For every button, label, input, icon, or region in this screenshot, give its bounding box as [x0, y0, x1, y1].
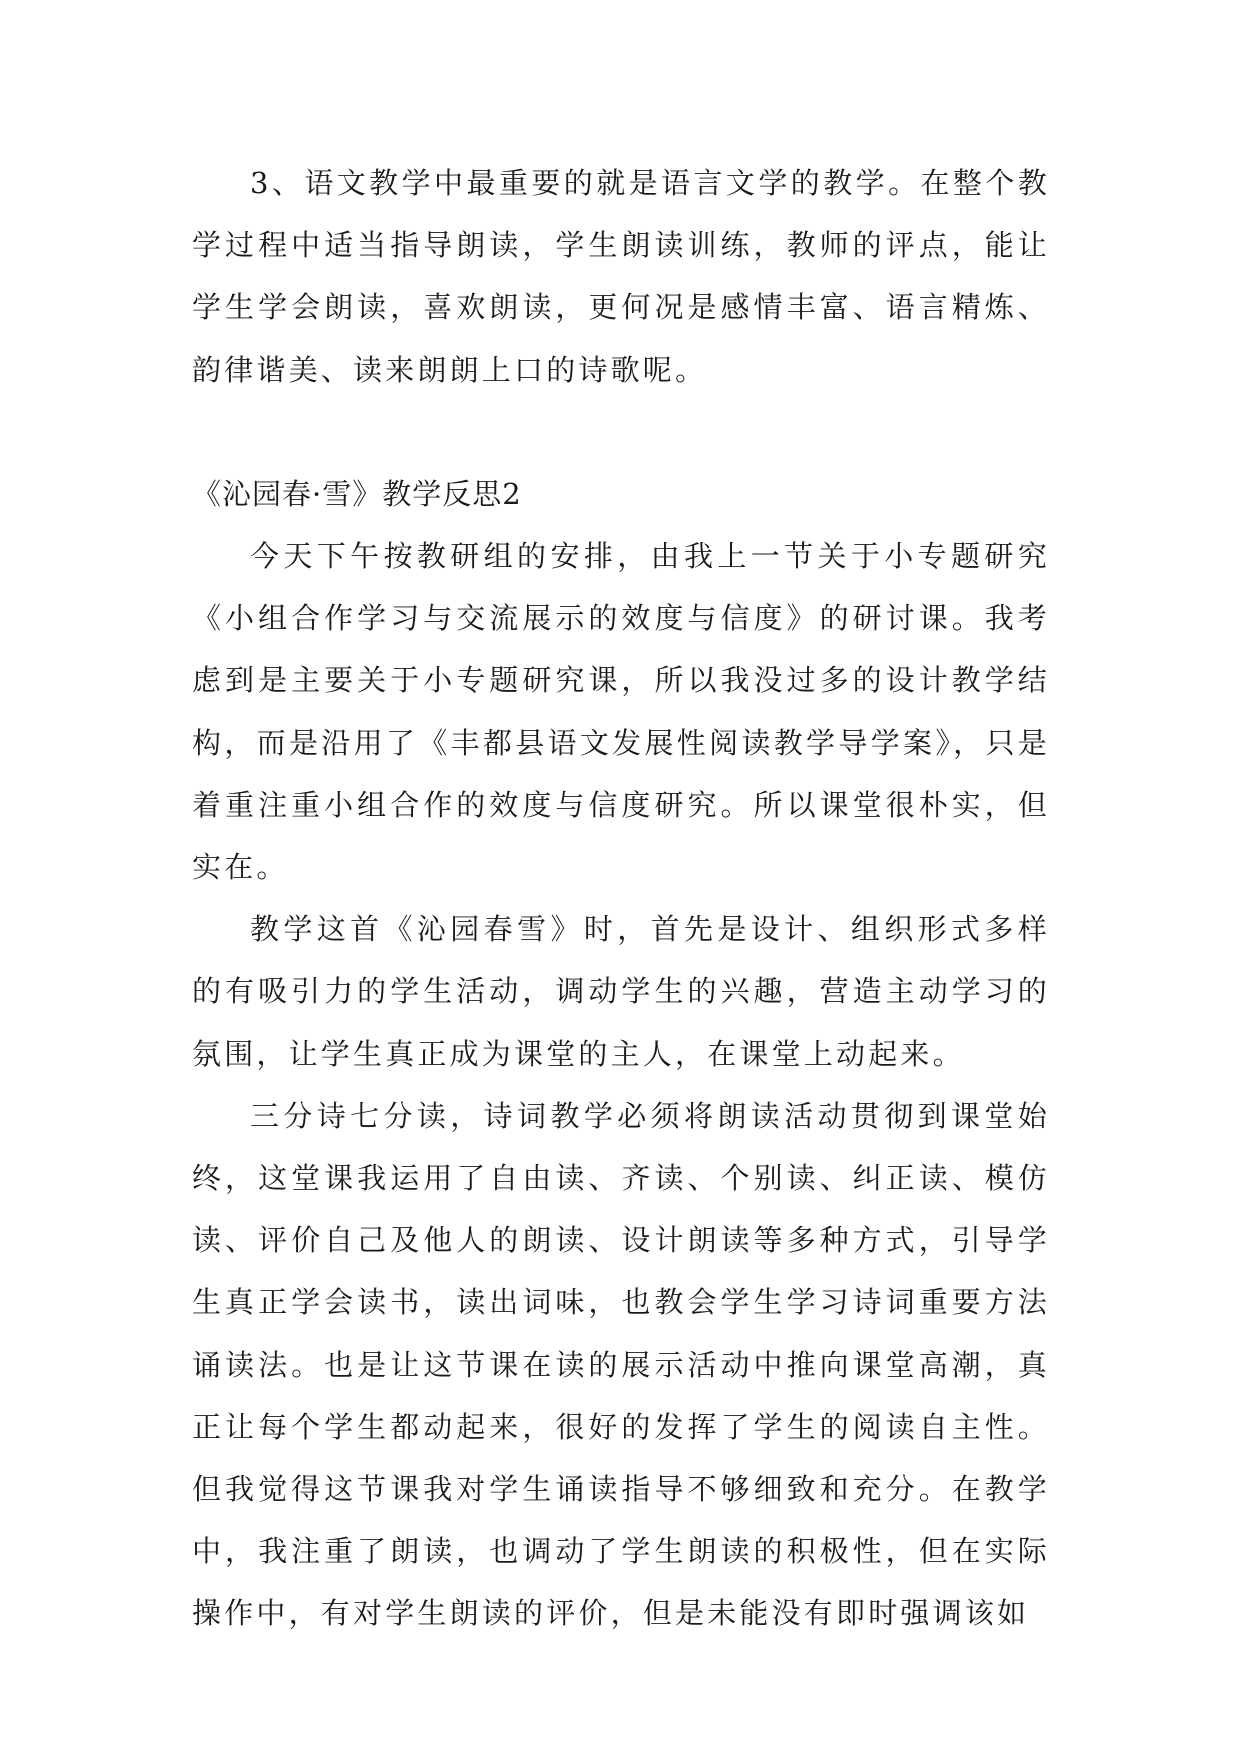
- paragraph-spacer: [192, 401, 1050, 463]
- paragraph-student-activities: 教学这首《沁园春雪》时，首先是设计、组织形式多样的有吸引力的学生活动，调动学生的兴趣，营造主动学习的氛围，让学生真正成为课堂的主人，在课堂上动起来。: [192, 912, 1050, 1071]
- document-body: [192, 152, 1050, 1645]
- paragraph-lesson-context: 今天下午按教研组的安排，由我上一节关于小专题研究《小组合作学习与交流展示的效度与信度》的研讨课。我考虑到是主要关于小专题研究课，所以我没过多的设计教学结构，而是沿用了《丰都县语文发展性阅读教学导学案》，只是着重注重小组合作的效度与信度研究。所以课堂很朴实，但实在。: [192, 539, 1050, 885]
- paragraph-reading-importance: 3、语文教学中最重要的就是语言文学的教学。在整个教学过程中适当指导朗读，学生朗读训练，教师的评点，能让学生学会朗读，喜欢朗读，更何况是感情丰富、语言精炼、韵律谐美、读来朗朗上口的诗歌呢。: [192, 166, 1050, 387]
- paragraph-reading-methods: 三分诗七分读，诗词教学必须将朗读活动贯彻到课堂始终，这堂课我运用了自由读、齐读、个别读、纠正读、模仿读、评价自己及他人的朗读、设计朗读等多种方式，引导学生真正学会读书，读出词味，也教会学生学习诗词重要方法诵读法。也是让这节课在读的展示活动中推向课堂高潮，真正让每个学生都动起来，很好的发挥了学生的阅读自主性。但我觉得这节课我对学生诵读指导不够细致和充分。在教学中，我注重了朗读，也调动了学生朗读的积极性，但在实际操作中，有对学生朗读的评价，但是未能没有即时强调该如: [192, 1098, 1050, 1631]
- section-heading: 《沁园春·雪》教学反思2: [192, 476, 522, 511]
